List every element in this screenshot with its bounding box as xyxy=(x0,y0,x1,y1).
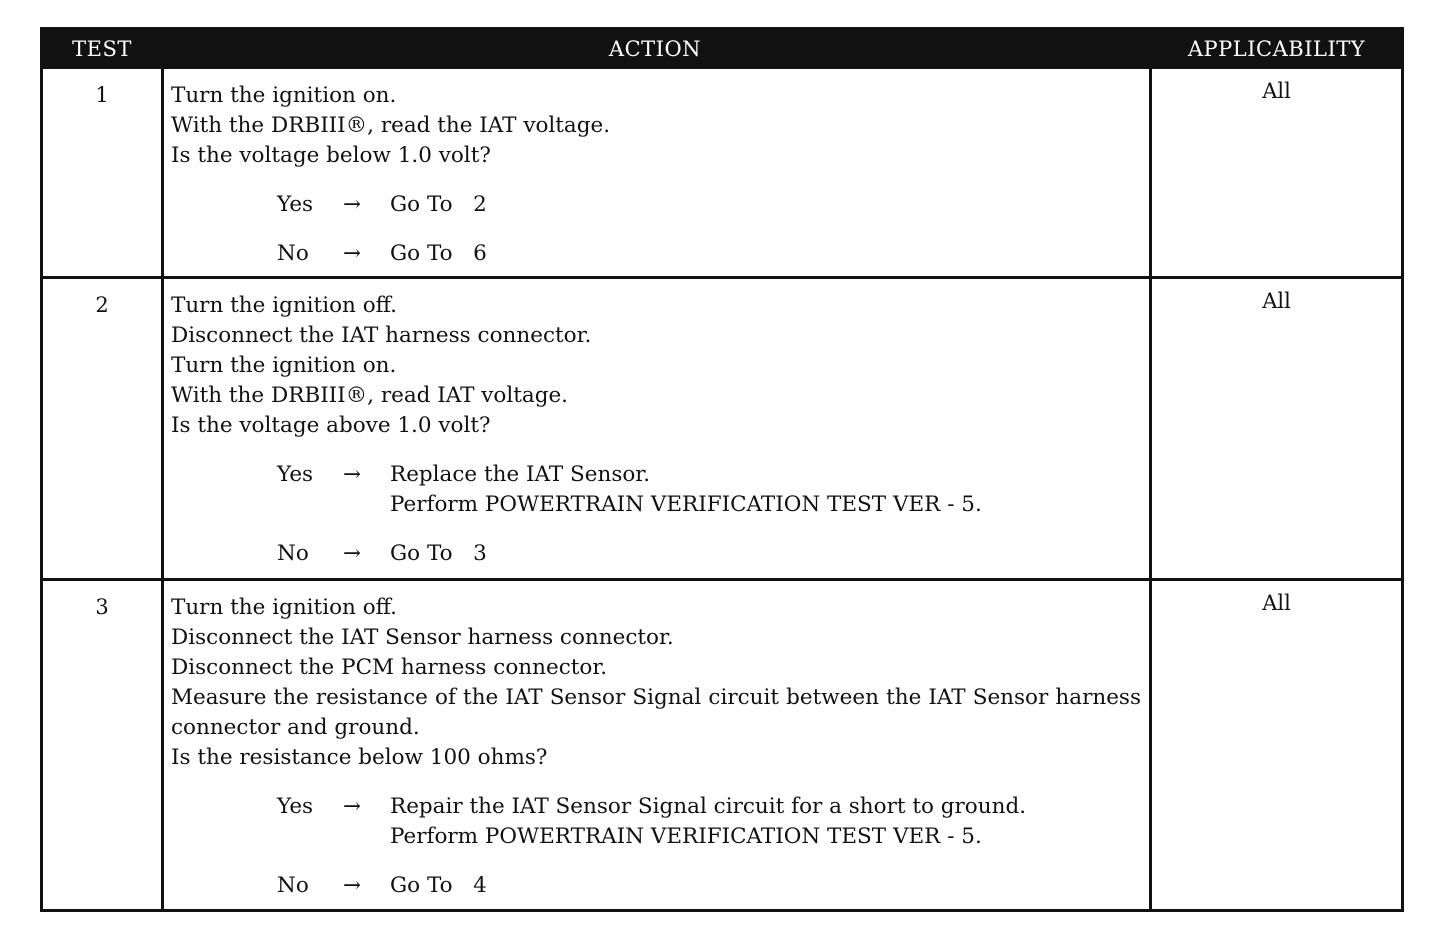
right-arrow-icon: → xyxy=(342,794,361,819)
no-result: Go To 6 xyxy=(390,241,487,266)
right-arrow-icon: → xyxy=(342,241,361,266)
action-step: Turn the ignition off. xyxy=(171,595,397,620)
action-cell xyxy=(171,81,1141,269)
header-test: TEST xyxy=(72,37,132,61)
action-step: Measure the resistance of the IAT Sensor Signal circuit between the IAT Sensor harness connector and ground. xyxy=(171,685,1141,740)
header-action: ACTION xyxy=(608,37,702,61)
yes-result: Repair the IAT Sensor Signal circuit for a short to ground. xyxy=(390,794,1027,819)
right-arrow-icon: → xyxy=(342,541,361,566)
action-step: Disconnect the PCM harness connector. xyxy=(171,655,608,680)
right-arrow-icon: → xyxy=(342,192,361,217)
action-step: With the DRBIII®, read the IAT voltage. xyxy=(171,113,611,138)
action-step: Is the resistance below 100 ohms? xyxy=(171,745,548,770)
test-number: 3 xyxy=(95,595,109,619)
yes-response xyxy=(277,190,1141,220)
action-step: Is the voltage above 1.0 volt? xyxy=(171,413,491,438)
action-step: Turn the ignition on. xyxy=(171,353,397,378)
table-row-test-1 xyxy=(43,69,1401,276)
table-header xyxy=(43,30,1401,69)
action-step: Turn the ignition off. xyxy=(171,293,397,318)
yes-response xyxy=(277,460,1141,520)
yes-result: Go To 2 xyxy=(390,192,487,217)
applicability-cell: All xyxy=(1262,79,1291,103)
yes-result: Replace the IAT Sensor. xyxy=(390,462,651,487)
no-response xyxy=(277,239,1141,269)
right-arrow-icon: → xyxy=(342,873,361,898)
action-step: Turn the ignition on. xyxy=(171,83,397,108)
action-step: With the DRBIII®, read IAT voltage. xyxy=(171,383,569,408)
test-number: 2 xyxy=(95,293,109,317)
right-arrow-icon: → xyxy=(342,462,361,487)
yes-response xyxy=(277,792,1141,852)
no-response xyxy=(277,871,1141,901)
action-cell xyxy=(171,593,1141,901)
action-step: Disconnect the IAT Sensor harness connector. xyxy=(171,625,674,650)
no-label: No xyxy=(277,241,309,266)
yes-label: Yes xyxy=(277,462,314,487)
action-step: Is the voltage below 1.0 volt? xyxy=(171,143,491,168)
applicability-cell: All xyxy=(1262,289,1291,313)
diagnostic-test-table xyxy=(40,27,1404,912)
action-step: Disconnect the IAT harness connector. xyxy=(171,323,592,348)
yes-result-verification: Perform POWERTRAIN VERIFICATION TEST VER - 5. xyxy=(390,492,982,517)
yes-label: Yes xyxy=(277,192,314,217)
yes-result-verification: Perform POWERTRAIN VERIFICATION TEST VER - 5. xyxy=(390,824,982,849)
no-result: Go To 3 xyxy=(390,541,487,566)
header-applicability: APPLICABILITY xyxy=(1187,37,1366,61)
applicability-cell: All xyxy=(1262,591,1291,615)
table-row-test-3 xyxy=(43,581,1401,909)
no-result: Go To 4 xyxy=(390,873,487,898)
no-response xyxy=(277,539,1141,569)
test-number: 1 xyxy=(95,83,109,107)
no-label: No xyxy=(277,873,309,898)
yes-label: Yes xyxy=(277,794,314,819)
no-label: No xyxy=(277,541,309,566)
action-cell xyxy=(171,291,1141,569)
table-row-test-2 xyxy=(43,279,1401,578)
